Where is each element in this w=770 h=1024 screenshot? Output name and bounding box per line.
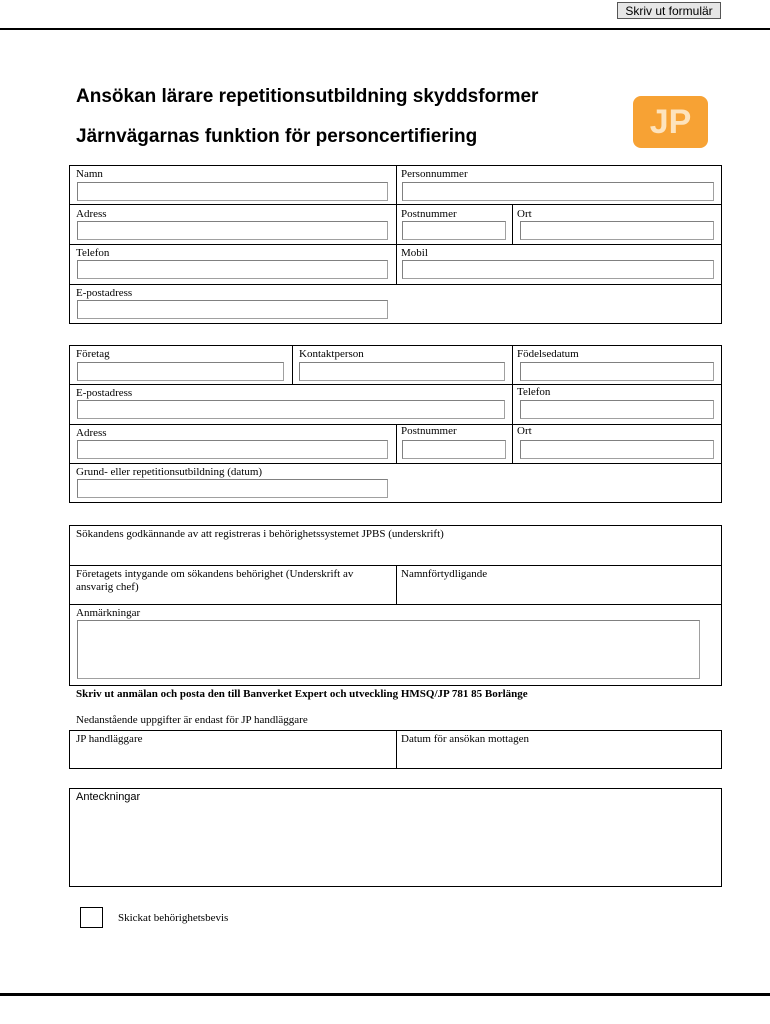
jp-logo: JP [633,96,708,148]
divider [396,730,397,769]
divider [512,345,513,463]
top-rule [0,28,770,30]
datum-mottagen-label: Datum för ansökan mottagen [401,733,529,745]
address-input[interactable] [77,221,388,240]
address-label: Adress [76,208,107,220]
personnummer-label: Personnummer [401,168,468,180]
skickat-checkbox[interactable] [80,907,103,928]
handlaggare-label: JP handläggare [76,733,143,745]
personnummer-input[interactable] [402,182,714,201]
anmarkningar-label: Anmärkningar [76,607,141,619]
telefon-input[interactable] [77,260,388,279]
kontaktperson-label: Kontaktperson [299,348,364,360]
divider [69,463,722,464]
form-title: Ansökan lärare repetitionsutbildning skyddsformer [76,86,539,107]
email-input[interactable] [77,300,388,319]
fodelsedatum-input[interactable] [520,362,714,381]
name-label: Namn [76,168,103,180]
company-telefon-input[interactable] [520,400,714,419]
handler-note: Nedanstående uppgifter är endast för JP handläggare [76,714,308,726]
divider [69,604,722,605]
mobil-input[interactable] [402,260,714,279]
skickat-label: Skickat behörighetsbevis [118,912,229,924]
foretag-input[interactable] [77,362,284,381]
divider [512,204,513,244]
kontaktperson-input[interactable] [299,362,505,381]
divider [396,165,397,284]
divider [396,565,397,604]
postnummer-input[interactable] [402,221,506,240]
ort-input[interactable] [520,221,714,240]
name-input[interactable] [77,182,388,201]
utbildning-input[interactable] [77,479,388,498]
print-form-button[interactable]: Skriv ut formulär [617,2,721,19]
form-subtitle: Järnvägarnas funktion för personcertifiering [76,126,478,147]
bottom-rule [0,993,770,996]
postnummer-label: Postnummer [401,208,457,220]
telefon-label: Telefon [76,247,110,259]
company-email-label: E-postadress [76,387,133,399]
company-ort-input[interactable] [520,440,714,459]
divider [292,345,293,384]
company-ort-label: Ort [517,425,532,437]
foretag-label: Företag [76,348,110,360]
anmarkningar-textarea[interactable] [77,620,700,679]
company-email-input[interactable] [77,400,505,419]
company-address-input[interactable] [77,440,388,459]
email-label: E-postadress [76,287,133,299]
utbildning-label: Grund- eller repetitionsutbildning (datum) [76,466,263,478]
company-postnummer-input[interactable] [402,440,506,459]
anteckningar-section [69,788,722,887]
namnfortydligande-label: Namnförtydligande [401,568,488,580]
intygande-label: Företagets intygande om sökandens behörighet (Underskrift av ansvarig chef) [76,568,354,593]
company-postnummer-label: Postnummer [401,425,457,437]
godkannande-label: Sökandens godkännande av att registreras i behörighetssystemet JPBS (underskrift) [76,528,444,540]
fodelsedatum-label: Födelsedatum [517,348,579,360]
company-address-label: Adress [76,427,107,439]
posting-instructions: Skriv ut anmälan och posta den till Banverket Expert och utveckling HMSQ/JP 781 85 Borlänge [76,688,528,700]
divider [69,384,722,385]
divider [396,424,397,463]
anteckningar-label: Anteckningar [76,791,141,803]
divider [69,284,722,285]
mobil-label: Mobil [401,247,428,259]
ort-label: Ort [517,208,532,220]
company-telefon-label: Telefon [517,386,551,398]
